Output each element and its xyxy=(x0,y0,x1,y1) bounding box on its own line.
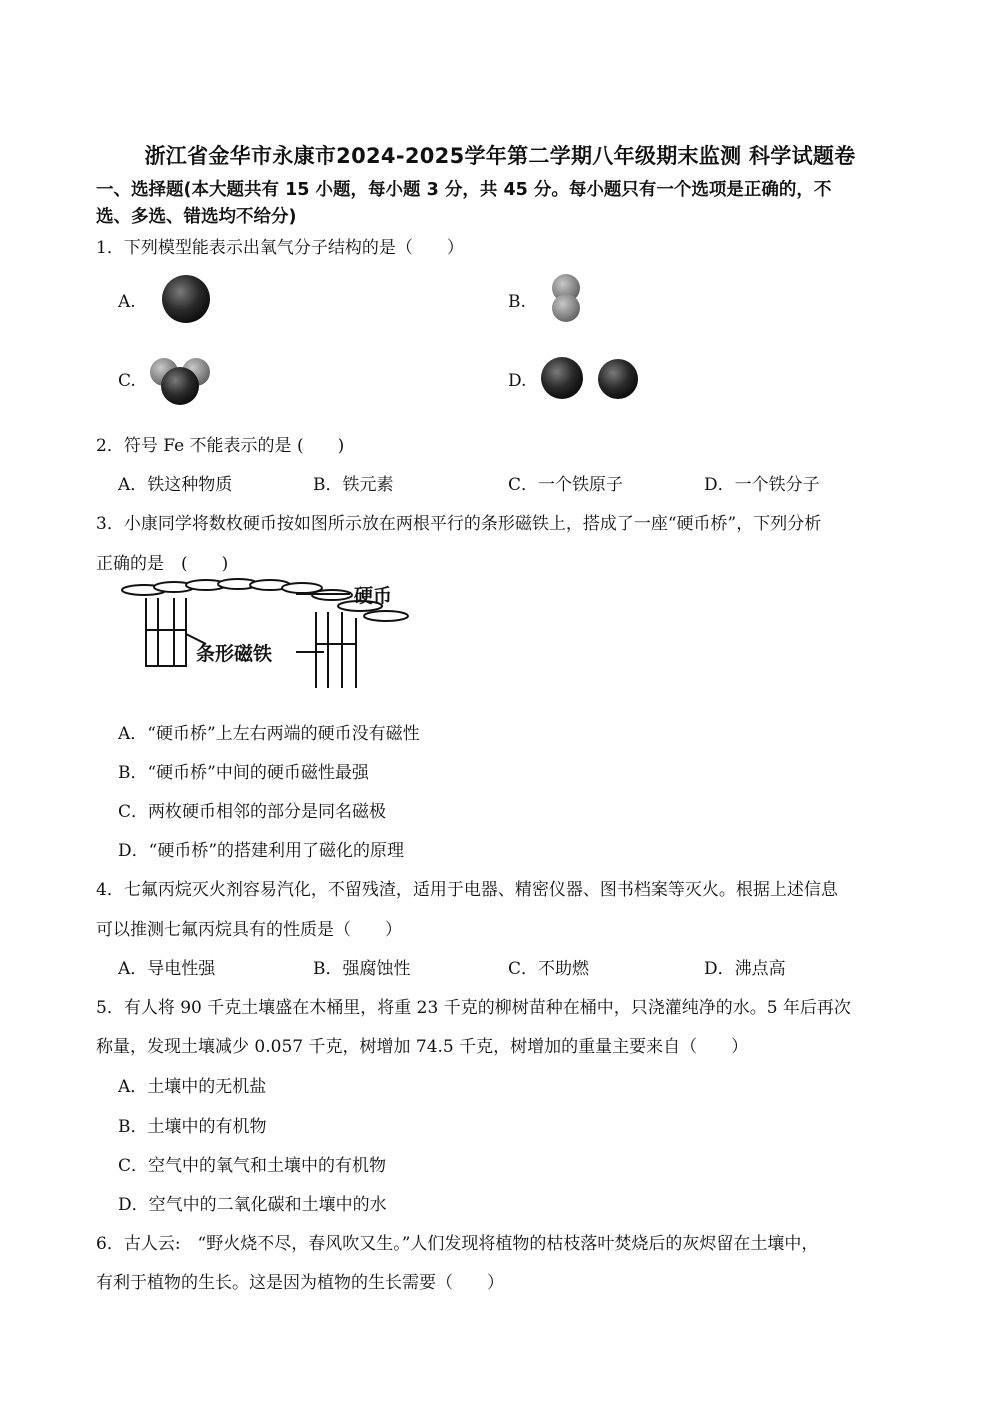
q4-option-a[interactable]: A．导电性强 xyxy=(118,959,216,979)
atom-dark-1 xyxy=(541,357,583,399)
q1-option-d[interactable] xyxy=(508,371,526,391)
label-bar-magnet: 条形磁铁 xyxy=(196,643,273,665)
q4-option-d[interactable]: D．沸点高 xyxy=(704,959,786,979)
q5-option-b[interactable]: B．土壤中的有机物 xyxy=(118,1117,267,1137)
q4-stem-line2: 可以推测七氟丙烷具有的性质是（ ） xyxy=(96,920,402,940)
q5-option-a[interactable]: A．土壤中的无机盐 xyxy=(118,1077,267,1097)
q4-option-b[interactable]: B．强腐蚀性 xyxy=(313,959,411,979)
q5-option-d[interactable]: D．空气中的二氧化碳和土壤中的水 xyxy=(118,1195,387,1215)
q1-model-a-single-atom xyxy=(160,274,212,324)
q6-stem-line1: 6．古人云: “野火烧不尽，春风吹又生。”人们发现将植物的枯枝落叶焚烧后的灰烬留在土壤中， xyxy=(96,1234,819,1254)
q5-stem-line2: 称量，发现土壤减少 0.057 千克，树增加 74.5 千克，树增加的重量主要来自（ ） xyxy=(96,1037,749,1057)
q6-stem-line2: 有利于植物的生长。这是因为植物的生长需要（ ） xyxy=(96,1273,504,1293)
section-heading-line2: 选、多选、错选均不给分) xyxy=(96,207,297,227)
q2-stem: 2．符号 Fe 不能表示的是 ( ) xyxy=(96,436,345,456)
q3-option-c[interactable]: C．两枚硬币相邻的部分是同名磁极 xyxy=(118,802,387,822)
q1-option-d-label: D. xyxy=(508,371,527,391)
q4-option-c[interactable]: C．不助燃 xyxy=(508,959,590,979)
q3-option-d[interactable]: D．“硬币桥”的搭建利用了磁化的原理 xyxy=(118,841,405,861)
q2-option-b[interactable]: B．铁元素 xyxy=(313,475,394,495)
coin-bridge-figure xyxy=(124,578,414,690)
q4-stem-line1: 4．七氟丙烷灭火剂容易汽化，不留残渣，适用于电器、精密仪器、图书档案等灭火。根据上述信息 xyxy=(96,880,838,900)
label-coin: 硬币 xyxy=(354,585,393,607)
q1-option-c[interactable] xyxy=(118,371,136,391)
atom-dark-2 xyxy=(598,359,638,399)
q1-model-c-triatomic xyxy=(148,356,214,408)
q3-option-b[interactable]: B．“硬币桥”中间的硬币磁性最强 xyxy=(118,763,369,783)
q1-option-b[interactable] xyxy=(508,292,526,312)
q3-stem-line2: 正确的是 ( ) xyxy=(96,554,229,574)
atom-dark-center xyxy=(161,367,199,405)
section-heading-line1: 一、选择题(本大题共有 15 小题，每小题 3 分，共 45 分。每小题只有一个选项是正确的，不 xyxy=(96,180,832,200)
q1-stem: 1．下列模型能表示出氧气分子结构的是（ ） xyxy=(96,238,464,258)
q1-option-c-label: C. xyxy=(118,371,136,391)
atom-gray-bottom xyxy=(552,294,580,322)
q1-option-a-label: A. xyxy=(118,292,136,312)
q1-model-b-diatomic xyxy=(546,272,586,326)
q2-option-d[interactable]: D．一个铁分子 xyxy=(704,475,820,495)
q3-option-a[interactable]: A．“硬币桥”上左右两端的硬币没有磁性 xyxy=(118,724,420,744)
q1-option-b-label: B. xyxy=(508,292,526,312)
q5-option-c[interactable]: C．空气中的氧气和土壤中的有机物 xyxy=(118,1156,387,1176)
q3-stem-line1: 3．小康同学将数枚硬币按如图所示放在两根平行的条形磁铁上，搭成了一座“硬币桥”，下列分析 xyxy=(96,514,822,534)
q2-option-c[interactable]: C．一个铁原子 xyxy=(508,475,624,495)
q2-option-a[interactable]: A．铁这种物质 xyxy=(118,475,233,495)
q1-model-d-two-atoms xyxy=(540,356,640,402)
q5-stem-line1: 5．有人将 90 千克土壤盛在木桶里，将重 23 千克的柳树苗种在桶中，只浇灌纯净的水。5 年后再次 xyxy=(96,998,851,1018)
page-title: 浙江省金华市永康市2024-2025学年第二学期八年级期末监测 科学试题卷 xyxy=(144,144,856,168)
q1-option-a[interactable] xyxy=(118,292,136,312)
atom-dark xyxy=(162,275,210,323)
